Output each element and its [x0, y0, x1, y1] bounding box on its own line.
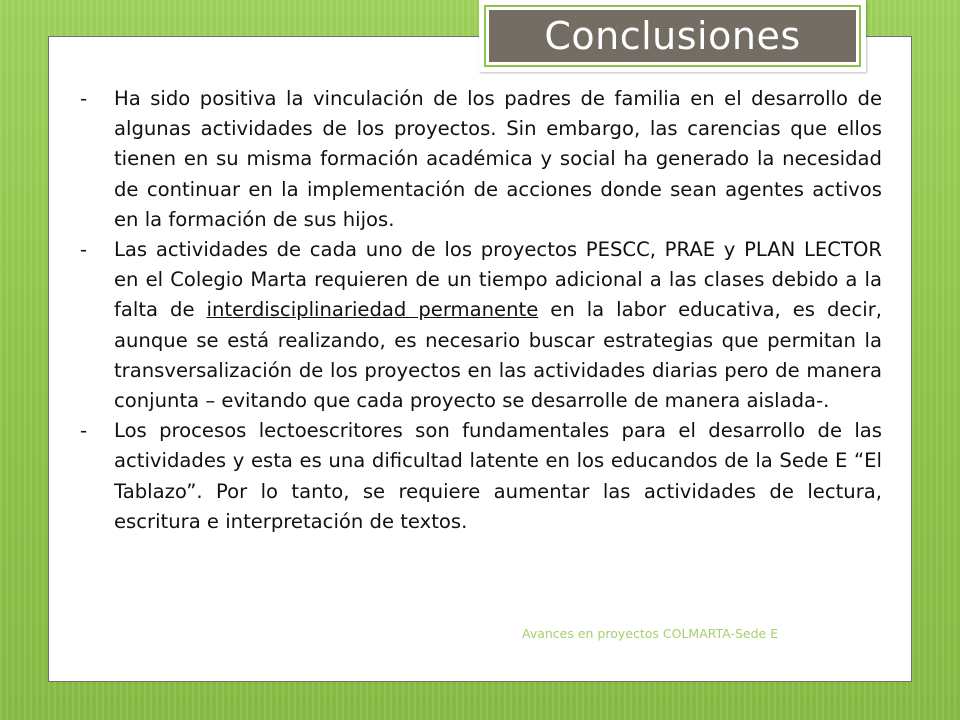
footer-text: Avances en proyectos COLMARTA-Sede E — [522, 626, 779, 641]
bullet-text-2-after: en la labor educativa, es decir, aunque se está realizando, es necesario buscar estrategias que permitan la transversalización de los proyectos en las actividades diarias pero de manera conjunta – evitando que cada proyecto se desarrolle de manera aislada-. — [114, 298, 882, 413]
underlined-term: interdisciplinariedad permanente — [206, 298, 539, 322]
bullet-text-2 — [114, 235, 882, 416]
bullet-text-2-before: Las actividades de cada uno de los proyectos PESCC, PRAE y PLAN LECTOR en el Colegio Marta requieren de un tiempo adicional a las clases debido a la falta de — [114, 238, 882, 322]
bullet-dash: - — [80, 87, 88, 110]
bullet-item-3 — [80, 416, 882, 537]
bullet-dash: - — [80, 419, 88, 443]
bullet-item-1 — [80, 84, 882, 235]
bullet-text-1: Ha sido positiva la vinculación de los padres de familia en el desarrollo de algunas actividades de los proyectos. Sin embargo, las carencias que ellos tienen en su misma formación académica y social ha generado la necesidad de continuar en la implementación de acciones donde sean agentes activos en la formación de sus hijos. — [114, 87, 882, 231]
slide-title: Conclusiones — [544, 14, 801, 58]
bullet-list — [80, 84, 882, 537]
bullet-text-3: Los procesos lectoescritores son fundamentales para el desarrollo de las actividades y esta es una dificultad latente en los educandos de la Sede E “El Tablazo”. Por lo tanto, se requiere aumentar las actividades de lectura, escritura e interpretación de textos. — [114, 419, 882, 533]
bullet-item-2 — [80, 235, 882, 416]
title-frame — [484, 5, 861, 67]
bullet-dash: - — [80, 238, 88, 262]
title-fill — [489, 10, 856, 62]
title-box — [479, 0, 866, 72]
